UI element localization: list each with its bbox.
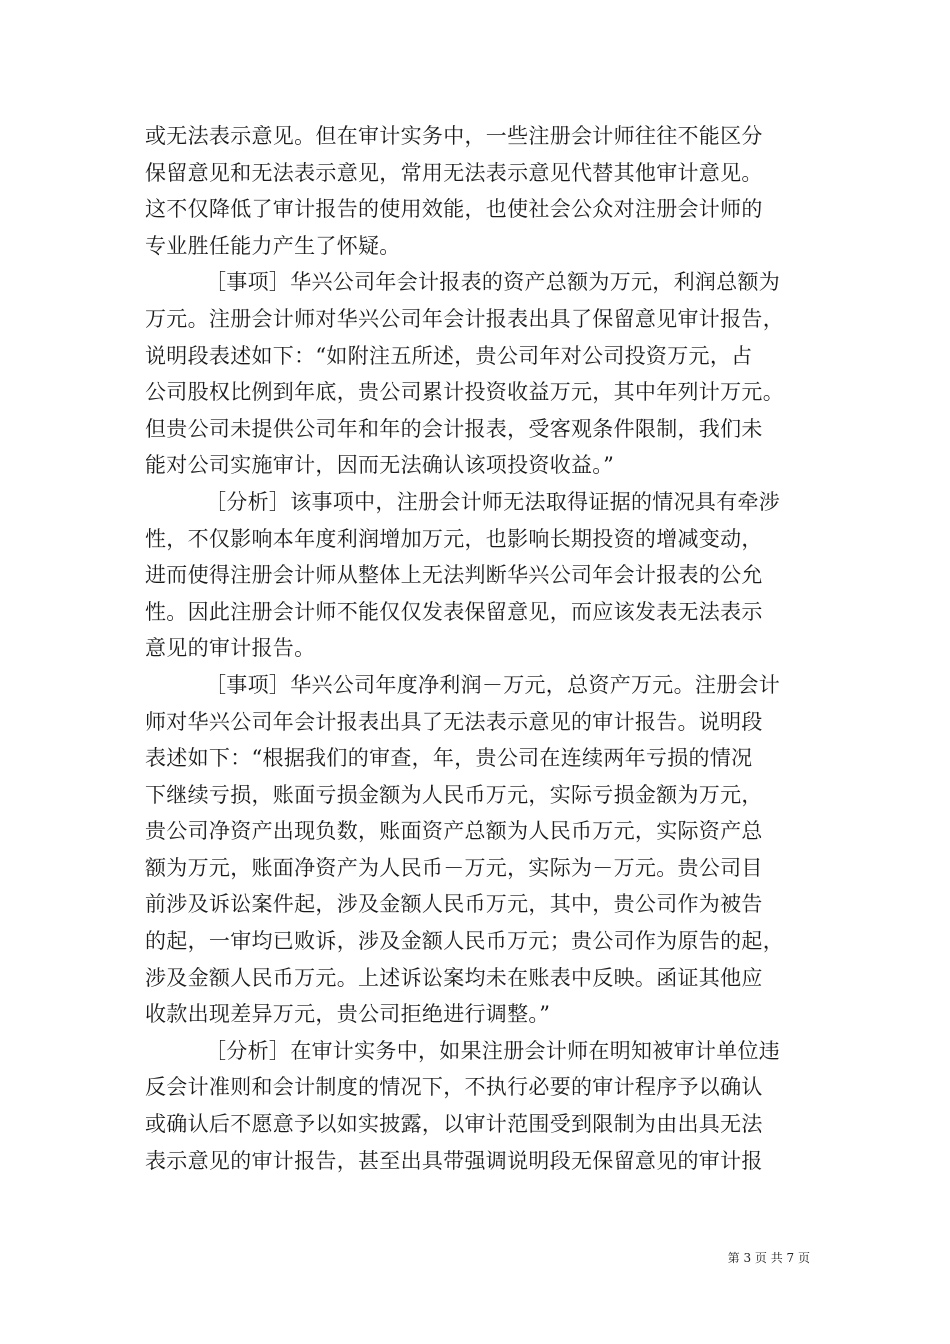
text-line: 师对华兴公司年会计报表出具了无法表示意见的审计报告。说明段 [145, 709, 763, 734]
text-line: 进而使得注册会计师从整体上无法判断华兴公司年会计报表的公允 [145, 563, 763, 588]
text-line: 贵公司净资产出现负数，账面资产总额为人民币万元，实际资产总 [145, 819, 763, 844]
text-line: 性。因此注册会计师不能仅仅发表保留意见，而应该发表无法表示 [145, 599, 763, 624]
text-line: 能对公司实施审计，因而无法确认该项投资收益。” [145, 453, 615, 478]
text-line: 专业胜任能力产生了怀疑。 [145, 233, 401, 258]
text-line: 公司股权比例到年底，贵公司累计投资收益万元，其中年列计万元。 [145, 380, 784, 405]
page-number-footer: 第 3 页 共 7 页 [727, 1251, 810, 1265]
text-line: 万元。注册会计师对华兴公司年会计报表出具了保留意见审计报告， [145, 306, 784, 331]
paragraph-start-line: ［分析］在审计实务中，如果注册会计师在明知被审计单位违 [205, 1038, 781, 1063]
text-line: 表示意见的审计报告，甚至出具带强调说明段无保留意见的审计报 [145, 1148, 763, 1173]
text-line: 这不仅降低了审计报告的使用效能，也使社会公众对注册会计师的 [145, 197, 763, 222]
paragraph-start-line: ［事项］华兴公司年度净利润－万元，总资产万元。注册会计 [205, 672, 781, 697]
text-line: 或无法表示意见。但在审计实务中，一些注册会计师往往不能区分 [145, 124, 763, 148]
text-line: 涉及金额人民币万元。上述诉讼案均未在账表中反映。函证其他应 [145, 965, 763, 990]
text-line: 收款出现差异万元，贵公司拒绝进行调整。” [145, 1002, 551, 1027]
document-body [145, 118, 817, 1179]
text-line: 下继续亏损，账面亏损金额为人民币万元，实际亏损金额为万元， [145, 782, 763, 807]
text-line: 意见的审计报告。 [145, 636, 316, 661]
text-line: 前涉及诉讼案件起，涉及金额人民币万元，其中，贵公司作为被告 [145, 892, 763, 917]
text-line: 保留意见和无法表示意见，常用无法表示意见代替其他审计意见。 [145, 160, 763, 185]
text-line: 额为万元，账面净资产为人民币－万元，实际为－万元。贵公司目 [145, 855, 763, 880]
text-line: 说明段表述如下：“如附注五所述，贵公司年对公司投资万元，占 [145, 343, 753, 368]
paragraph-start-line: ［分析］该事项中，注册会计师无法取得证据的情况具有牵涉 [205, 489, 781, 514]
paragraph-start-line: ［事项］华兴公司年会计报表的资产总额为万元，利润总额为 [205, 270, 781, 295]
text-line: 反会计准则和会计制度的情况下，不执行必要的审计程序予以确认 [145, 1075, 763, 1100]
text-line: 性，不仅影响本年度利润增加万元，也影响长期投资的增减变动， [145, 526, 763, 551]
text-line: 但贵公司未提供公司年和年的会计报表，受客观条件限制，我们未 [145, 416, 763, 441]
text-line: 的起，一审均已败诉，涉及金额人民币万元；贵公司作为原告的起， [145, 929, 784, 954]
text-line: 或确认后不愿意予以如实披露，以审计范围受到限制为由出具无法 [145, 1112, 763, 1137]
text-line: 表述如下：“根据我们的审查，年，贵公司在连续两年亏损的情况 [145, 746, 753, 771]
